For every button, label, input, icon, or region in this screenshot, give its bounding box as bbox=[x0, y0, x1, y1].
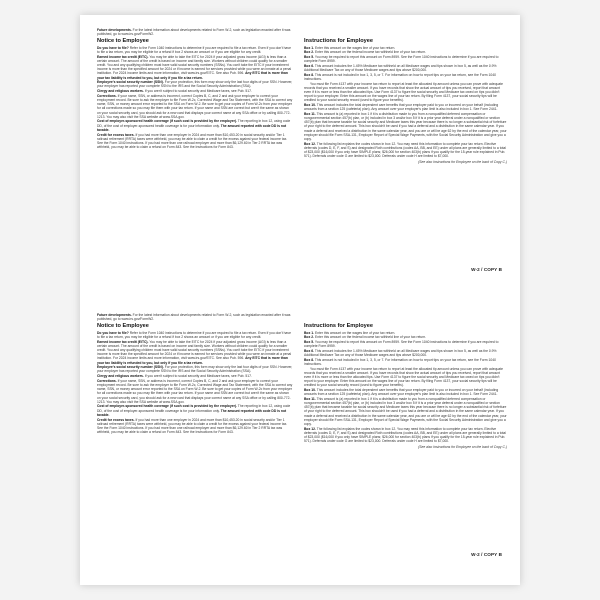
notice-paragraph: Clergy and religious workers. If you aren't subject to social security and Medicare taxes, see Pub. 517. bbox=[97, 89, 252, 94]
notice-heading: Notice to Employee bbox=[97, 323, 149, 330]
instructions-column bbox=[304, 313, 507, 450]
instructions-column bbox=[304, 28, 507, 165]
instruction-box-5: Box 5. You may be required to report this amount on Form 8959. See the Form 1040 instructions to determine if you are required to complete Form 8959. bbox=[304, 340, 499, 349]
copy-label: W-2 / COPY B bbox=[471, 552, 502, 557]
see-also-note: (See also Instructions for Employee on the back of Copy C.) bbox=[418, 445, 507, 450]
instruction-box-6: Box 6. This amount includes the 1.45% Medicare tax withheld on all Medicare wages and tips shown in box 5, as well as the 0.9% Additional Medicare Tax on any of those Medicare wages and tips above $200,000. bbox=[304, 63, 497, 73]
w2-document-page bbox=[80, 15, 520, 585]
copy-label: W-2 / COPY B bbox=[471, 267, 502, 272]
notice-paragraph: Cost of employer-sponsored health coverage (if such cost is provided by the employer). The reporting in box 12, using code DD, of the cost of employer-sponsored health coverage is for your information only. The amount reported with code DD is not taxable. bbox=[97, 119, 291, 132]
future-developments: Future developments. For the latest information about developments related to Form W-2, such as legislation enacted after it was published, go to www.irs.gov/FormW2. bbox=[97, 313, 291, 322]
instruction-form-4137: You must file Form 4137 with your income tax return to report at least the allocated tip amount unless you can prove with adequate records that you received a smaller amount. If you have records that show the actual amount of tips you received, report that amount even if it is more or less than the allocated tips. Use Form 4137 to figure the social security and Medicare tax owed on tips you didn't report to your employer. Enter this amount on the wages line of your tax return. By filing Form 4137, your social security tips will be credited to your social security record (used to figure your benefits). bbox=[304, 81, 503, 103]
notice-paragraph: Cost of employer-sponsored health coverage (if such cost is provided by the employer). The reporting in box 12, using code DD, of the cost of employer-sponsored health coverage is for your information only. The amount reported with code DD is not taxable. bbox=[97, 404, 291, 417]
notice-paragraph: Credit for excess taxes. If you had more than one employer in 2024 and more than $10,453.20 in social security and/or Tier 1 railroad retirement (RRTA) taxes were withheld, you may be able to claim a credit for the excess against your federal income tax. See the Form 1040 instructions. If you had more than one railroad employer and more than $6,129.60 in Tier 2 RRTA tax was withheld, you may be able to claim a refund on Form 843. See the Instructions for Form 843. bbox=[97, 417, 288, 434]
instruction-box-8: Box 8. This amount is not included in box 1, 3, 5, or 7. For information on how to report tips on your tax return, see the Form 1040 instructions. bbox=[304, 72, 496, 81]
instruction-form-4137: You must file Form 4137 with your income tax return to report at least the allocated tip amount unless you can prove with adequate records that you received a smaller amount. If you have records that show the actual amount of tips you received, report that amount even if it is more or less than the allocated tips. Use Form 4137 to figure the social security and Medicare tax owed on tips you didn't report to your employer. Enter this amount on the wages line of your tax return. By filing Form 4137, your social security tips will be credited to your social security record (used to figure your benefits). bbox=[304, 366, 503, 388]
notice-paragraph: Do you have to file? Refer to the Form 1040 instructions to determine if you are required to file a tax return. Even if you don't have to file a tax return, you may be eligible for a refund if box 2 shows an amount or if you are eligible for any credit. bbox=[97, 45, 291, 54]
notice-paragraph: Do you have to file? Refer to the Form 1040 instructions to determine if you are required to file a tax return. Even if you don't have to file a tax return, you may be eligible for a refund if box 2 shows an amount or if you are eligible for any credit. bbox=[97, 330, 291, 339]
instructions-heading: Instructions for Employee bbox=[304, 38, 374, 44]
instruction-box-1: Box 1. Enter this amount on the wages line of your tax return. bbox=[304, 45, 396, 50]
copy-b-bottom bbox=[80, 300, 520, 585]
instruction-box-6: Box 6. This amount includes the 1.45% Medicare tax withheld on all Medicare wages and tips shown in box 5, as well as the 0.9% Additional Medicare Tax on any of those Medicare wages and tips above $200,000. bbox=[304, 348, 497, 358]
notice-paragraph: Earned income tax credit (EITC). You may be able to take the EITC for 2024 if your adjusted gross income (AGI) is less than a certain amount. The amount of the credit is based on income and family size. Workers without children could qualify for a smaller credit. You and any qualifying children must have valid social security numbers (SSNs). You can't take the EITC if your investment income is more than the specified amount for 2024 or if income is earned for services provided while you were an inmate at a penal institution. For 2024 income limits and more information, visit www.irs.gov/EITC. See also Pub. 596. Any EITC that is more than your tax liability is refunded to you, but only if you file a tax return. bbox=[97, 54, 292, 80]
notice-paragraph: Credit for excess taxes. If you had more than one employer in 2024 and more than $10,453.20 in social security and/or Tier 1 railroad retirement (RRTA) taxes were withheld, you may be able to claim a credit for the excess against your federal income tax. See the Form 1040 instructions. If you had more than one railroad employer and more than $6,129.60 in Tier 2 RRTA tax was withheld, you may be able to claim a refund on Form 843. See the Instructions for Form 843. bbox=[97, 132, 288, 149]
notice-paragraph: Corrections. If your name, SSN, or address is incorrect, correct Copies B, C, and 2 and ask your employer to correct your employment record. Be sure to ask the employer to file Form W-2c, Corrected Wage and Tax Statement, with the SSA to correct any name, SSN, or money amount error reported to the SSA on Form W-2. Be sure to get your copies of Form W-2c from your employer for all corrections made so you may file them with your tax return. If your name and SSN are correct but aren't the same as shown on your social security card, you should ask for a new card that displays your correct name at any SSA office or by calling 800-772-1213. You may also visit the SSA website at www.SSA.gov. bbox=[97, 378, 293, 404]
notice-column bbox=[97, 28, 293, 150]
notice-column bbox=[97, 313, 293, 435]
instruction-box-10: Box 10. This amount includes the total dependent care benefits that your employer paid to you or incurred on your behalf (including amounts from a section 125 (cafeteria) plan). Any amount over your employer's plan limit is also included in box 1. See Form 2441. bbox=[304, 103, 499, 112]
instruction-box-5: Box 5. You may be required to report this amount on Form 8959. See the Form 1040 instructions to determine if you are required to complete Form 8959. bbox=[304, 55, 499, 64]
copy-b-top bbox=[80, 15, 520, 300]
instruction-box-2: Box 2. Enter this amount on the federal income tax withheld line of your tax return. bbox=[304, 335, 427, 340]
instruction-box-2: Box 2. Enter this amount on the federal income tax withheld line of your tax return. bbox=[304, 50, 427, 55]
instructions-heading: Instructions for Employee bbox=[304, 323, 374, 329]
notice-paragraph: Corrections. If your name, SSN, or address is incorrect, correct Copies B, C, and 2 and ask your employer to correct your employment record. Be sure to ask the employer to file Form W-2c, Corrected Wage and Tax Statement, with the SSA to correct any name, SSN, or money amount error reported to the SSA on Form W-2. Be sure to get your copies of Form W-2c from your employer for all corrections made so you may file them with your tax return. If your name and SSN are correct but aren't the same as shown on your social security card, you should ask for a new card that displays your correct name at any SSA office or by calling 800-772-1213. You may also visit the SSA website at www.SSA.gov. bbox=[97, 93, 293, 119]
instruction-box-12: Box 12. The following list explains the codes shown in box 12. You may need this information to complete your tax return. Elective deferrals (codes D, E, F, and S) and designated Roth contributions (codes AA, BB, and EE) under all plans are generally limited to a total of $23,000 ($16,000 if you only have SIMPLE plans; $26,000 for section 403(b) plans if you qualify for the 15-year rule explained in Pub. 571). Deferrals under code G are limited to $23,000. Deferrals under code H are limited to $7,000. bbox=[304, 141, 507, 159]
instruction-box-11: Box 11. This amount is (a) reported in box 1 if it is a distribution made to you from a nonqualified deferred compensation or nongovernmental section 457(b) plan, or (b) included in box 3 and/or box 5 if it is a prior year deferral under a nonqualified or section 457(b) plan that became taxable for social security and Medicare taxes this year because there is no longer a substantial risk of forfeiture of your right to the deferred amount. This box shouldn't be used if you had a deferral and a distribution in the same calendar year. If you made a deferral and received a distribution in the same calendar year, and you are or will be age 62 by the end of the calendar year, your employer should file Form SSA-131, Employer Report of Special Wage Payments, with the Social Security Administration and give you a copy. bbox=[304, 112, 507, 141]
instruction-box-10: Box 10. This amount includes the total dependent care benefits that your employer paid to you or incurred on your behalf (including amounts from a section 125 (cafeteria) plan). Any amount over your employer's plan limit is also included in box 1. See Form 2441. bbox=[304, 388, 499, 397]
notice-heading: Notice to Employee bbox=[97, 38, 149, 45]
instruction-box-12: Box 12. The following list explains the codes shown in box 12. You may need this information to complete your tax return. Elective deferrals (codes D, E, F, and S) and designated Roth contributions (codes AA, BB, and EE) under all plans are generally limited to a total of $23,000 ($16,000 if you only have SIMPLE plans; $26,000 for section 403(b) plans if you qualify for the 15-year rule explained in Pub. 571). Deferrals under code G are limited to $23,000. Deferrals under code H are limited to $7,000. bbox=[304, 426, 507, 444]
future-developments: Future developments. For the latest information about developments related to Form W-2, such as legislation enacted after it was published, go to www.irs.gov/FormW2. bbox=[97, 28, 291, 37]
see-also-note: (See also Instructions for Employee on the back of Copy C.) bbox=[418, 160, 507, 165]
notice-paragraph: Employee's social security number (SSN). For your protection, this form may show only the last four digits of your SSN. However, your employer has reported your complete SSN to the IRS and the Social Security Administration (SSA). bbox=[97, 80, 293, 89]
instruction-box-8: Box 8. This amount is not included in box 1, 3, 5, or 7. For information on how to report tips on your tax return, see the Form 1040 instructions. bbox=[304, 357, 496, 366]
notice-paragraph: Clergy and religious workers. If you aren't subject to social security and Medicare taxes, see Pub. 517. bbox=[97, 374, 252, 379]
notice-paragraph: Earned income tax credit (EITC). You may be able to take the EITC for 2024 if your adjusted gross income (AGI) is less than a certain amount. The amount of the credit is based on income and family size. Workers without children could qualify for a smaller credit. You and any qualifying children must have valid social security numbers (SSNs). You can't take the EITC if your investment income is more than the specified amount for 2024 or if income is earned for services provided while you were an inmate at a penal institution. For 2024 income limits and more information, visit www.irs.gov/EITC. See also Pub. 596. Any EITC that is more than your tax liability is refunded to you, but only if you file a tax return. bbox=[97, 339, 292, 365]
instruction-box-1: Box 1. Enter this amount on the wages line of your tax return. bbox=[304, 330, 396, 335]
instruction-box-11: Box 11. This amount is (a) reported in box 1 if it is a distribution made to you from a nonqualified deferred compensation or nongovernmental section 457(b) plan, or (b) included in box 3 and/or box 5 if it is a prior year deferral under a nonqualified or section 457(b) plan that became taxable for social security and Medicare taxes this year because there is no longer a substantial risk of forfeiture of your right to the deferred amount. This box shouldn't be used if you had a deferral and a distribution in the same calendar year. If you made a deferral and received a distribution in the same calendar year, and you are or will be age 62 by the end of the calendar year, your employer should file Form SSA-131, Employer Report of Special Wage Payments, with the Social Security Administration and give you a copy. bbox=[304, 397, 507, 426]
notice-paragraph: Employee's social security number (SSN). For your protection, this form may show only the last four digits of your SSN. However, your employer has reported your complete SSN to the IRS and the Social Security Administration (SSA). bbox=[97, 365, 293, 374]
